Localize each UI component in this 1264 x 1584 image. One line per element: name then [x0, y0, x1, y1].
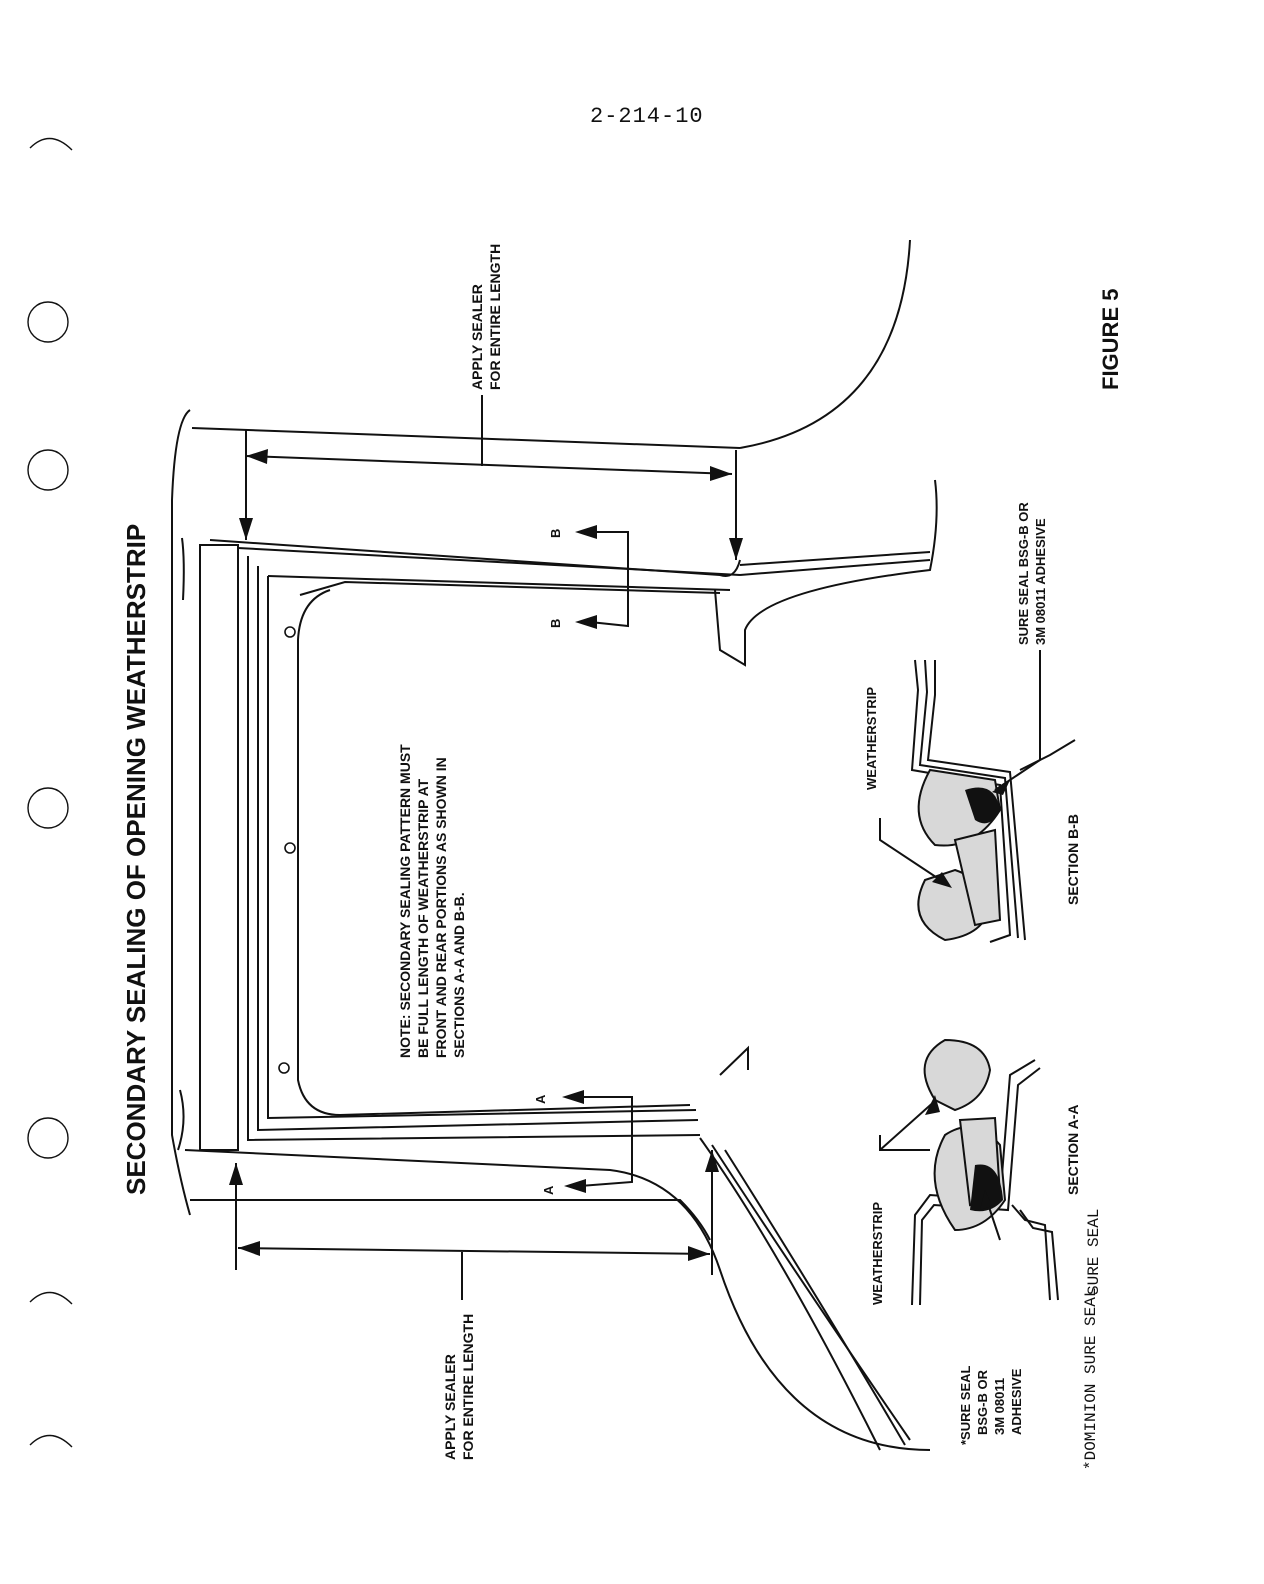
binder-hole [28, 1118, 68, 1158]
page-number: 2-214-10 [590, 104, 704, 129]
binder-holes [28, 138, 72, 1447]
section-marker-a-top: A [533, 1094, 548, 1104]
apply-sealer-top-line2: FOR ENTIRE LENGTH [487, 243, 503, 390]
apply-sealer-top-line1: APPLY SEALER [469, 284, 485, 390]
section-aa-diagram [880, 1040, 1058, 1305]
binder-hole [28, 788, 68, 828]
sure-seal-note: SURE SEAL [1085, 1208, 1103, 1295]
section-bb-adhesive-line1: SURE SEAL BSG-B OR [1016, 502, 1031, 645]
binder-hole [28, 302, 68, 342]
figure-label: FIGURE 5 [1098, 288, 1123, 390]
footnote: *DOMINION SURE SEAL [1082, 1287, 1100, 1470]
door-frame [172, 240, 937, 1450]
binder-hole-mark [30, 1435, 72, 1447]
note-line2: BE FULL LENGTH OF WEATHERSTRIP AT [415, 778, 431, 1058]
section-bb-adhesive-line2: 3M 08011 ADHESIVE [1033, 518, 1048, 645]
section-markers [533, 525, 632, 1195]
section-aa-adhesive-line3: 3M 08011 [992, 1377, 1007, 1435]
note-line4: SECTIONS A-A AND B-B. [451, 892, 467, 1058]
section-bb-label: SECTION B-B [1065, 814, 1081, 905]
section-aa-weatherstrip-label: WEATHERSTRIP [870, 1201, 885, 1305]
section-bb-diagram [880, 650, 1075, 942]
binder-hole [28, 450, 68, 490]
diagram-title: SECONDARY SEALING OF OPENING WEATHERSTRIP [121, 523, 151, 1195]
note-line3: FRONT AND REAR PORTIONS AS SHOWN IN [433, 757, 449, 1058]
apply-sealer-bottom-line1: APPLY SEALER [442, 1354, 458, 1460]
section-bb-weatherstrip-label: WEATHERSTRIP [864, 686, 879, 790]
section-aa-adhesive-line2: BSG-B OR [975, 1370, 990, 1435]
section-aa-adhesive-line4: ADHESIVE [1009, 1368, 1024, 1435]
note-line1: NOTE: SECONDARY SEALING PATTERN MUST [397, 744, 413, 1058]
section-marker-b-top: B [548, 528, 563, 538]
binder-hole-mark [30, 138, 72, 150]
binder-hole-mark [30, 1292, 72, 1304]
section-aa-label: SECTION A-A [1065, 1104, 1081, 1195]
section-marker-a-bottom: A [541, 1185, 556, 1195]
section-aa-adhesive-line1: *SURE SEAL [958, 1365, 973, 1445]
apply-sealer-bottom-line2: FOR ENTIRE LENGTH [460, 1313, 476, 1460]
section-marker-b-bottom: B [548, 618, 563, 628]
